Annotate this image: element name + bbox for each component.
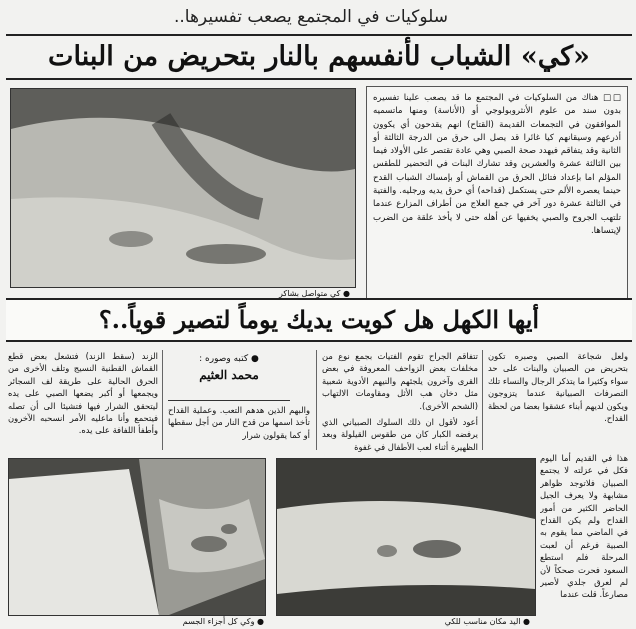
photo-burned-forearm [276,458,536,616]
text-column-3: والبهم الذين هدهم التعب. وعملية القداح تأخذ اسمها من قدح النار من أجل سقطها أو كما يقولون شرار [168,405,310,440]
kicker-line: سلوكيات في المجتمع يصعب تفسيرها.. [173,7,448,27]
caption-top-photo: ● كي متواصل بشاكر [278,289,350,298]
byline-box [168,352,290,401]
text-column-2: تتفاقم الجراح تقوم الفتيات بجمع نوع من مخلفات بعض الزواحف المعروفة في بعض القرى وآخرون يلجئهم والنيهم الأدوية شعبية مثل دخان هب الأثل ومقاومات الالتهاب (الشحم الأخرى). [322,351,478,411]
column-rule [316,350,317,450]
intro-paragraph: □□ هناك من السلوكيات في المجتمع ما قد يصعب علينا تفسيره بدون سند من علوم الأنثروبولوجي أو (الأناسة) ومنها ماتسميه الموافقون في التجمعات القديمة (القتاح) انهم يقدحون أي يكوون أذرعهم وسيقانهم كيا غائرا قد يصل الى حرق من الدرجة الثالثة أو الثانية وقد يتفاقم فيهدد صحة الصبي وهي عادة تقتصر على الأولاد فيما بين الثالثة عشرة والعشرين وقد تشارك البنات في التحضير للطقس المؤلم اما بإعداد فتائل الحرق من القماش أو بإمساك الشباب القدح حينما يعصره الألم حتى يستكمل (قداحه) أي حرق يديه ورجليه. والفتية في الثالثة عشرة دور آخر في جمع العلاج من أطراف المزارع عندما تلتهب الجروح والصبي يخفيها عن أهله حتى لا يأخذ علقة من الضرب لإيتساها. [373,93,621,236]
subheadline: أيها الكهل هل كويت يديك يوماً لتصير قوياً..؟ [98,305,540,334]
text-column-4: الزند (سقط الزند) فتشعل بعض قطع القماش القطنية النسيج وتلف الأخرى من الحرق الحالية على طريقة لف السجائر ويجمعها أو أكبر يضعها الصبي على يده ليتحقق الشرار فيها فتشيئا الى أن تصله فيتحمع وأنا ماعليه الأمر انسحبه الآخرون وأطفأ اللفافة على يده. [8,351,158,436]
intro-box [366,86,628,306]
byline-author: محمد العثيم [199,368,259,382]
text-column-1: ولعل شجاعة الصبي وصبره تكون بتحريض من الصبيان والبنات على حد سواء وكثيرا ما يتذكر الرجال والنساء تلك التصرفات الصبيانية عندما يتزوجون ويكون لديهم أبناء عشقوا بعضا من لحظة القداح. [488,351,628,424]
caption-bottom-left-photo: ● وكي كل أجزاء الجسم [182,617,264,626]
text-column-1-continued: هذا في القديم أما اليوم فكل في عزلته لا يجتمع الصبيان فلاتوجد ظواهر مشابهة ولا يعرف الجيل الحاضر الكثير من أمور القداح ولم يكن القداح في الماضي مما يقوم به الصبية فرغم أن لعبت المرحلة فلم استطع السعود فحرت صحكاً لأن لم لعرق جلدي لأصير مصارعاً. قلت عندما [540,453,628,600]
subhead-bar [6,298,632,342]
column-rule [162,350,163,450]
photo-arm-burns [10,88,356,288]
caption-bottom-right-photo: ● اليد مكان مناسب للكي [444,617,530,626]
main-headline: «كي» الشباب لأنفسهم بالنار بتحريض من البنات [48,41,590,72]
text-column-2-continued: أعود لأقول ان ذلك السلوك الصبياني الذي يرفضه الكبار كان من طقوس القيلولة وبعد الظهيرة أثناء لعب الأطفال في غفوة [322,417,478,452]
headline-bar [6,34,632,80]
photo-burned-legs [8,458,266,616]
byline-label: ● كتبه وصوره : [199,354,259,364]
column-rule [482,350,483,450]
